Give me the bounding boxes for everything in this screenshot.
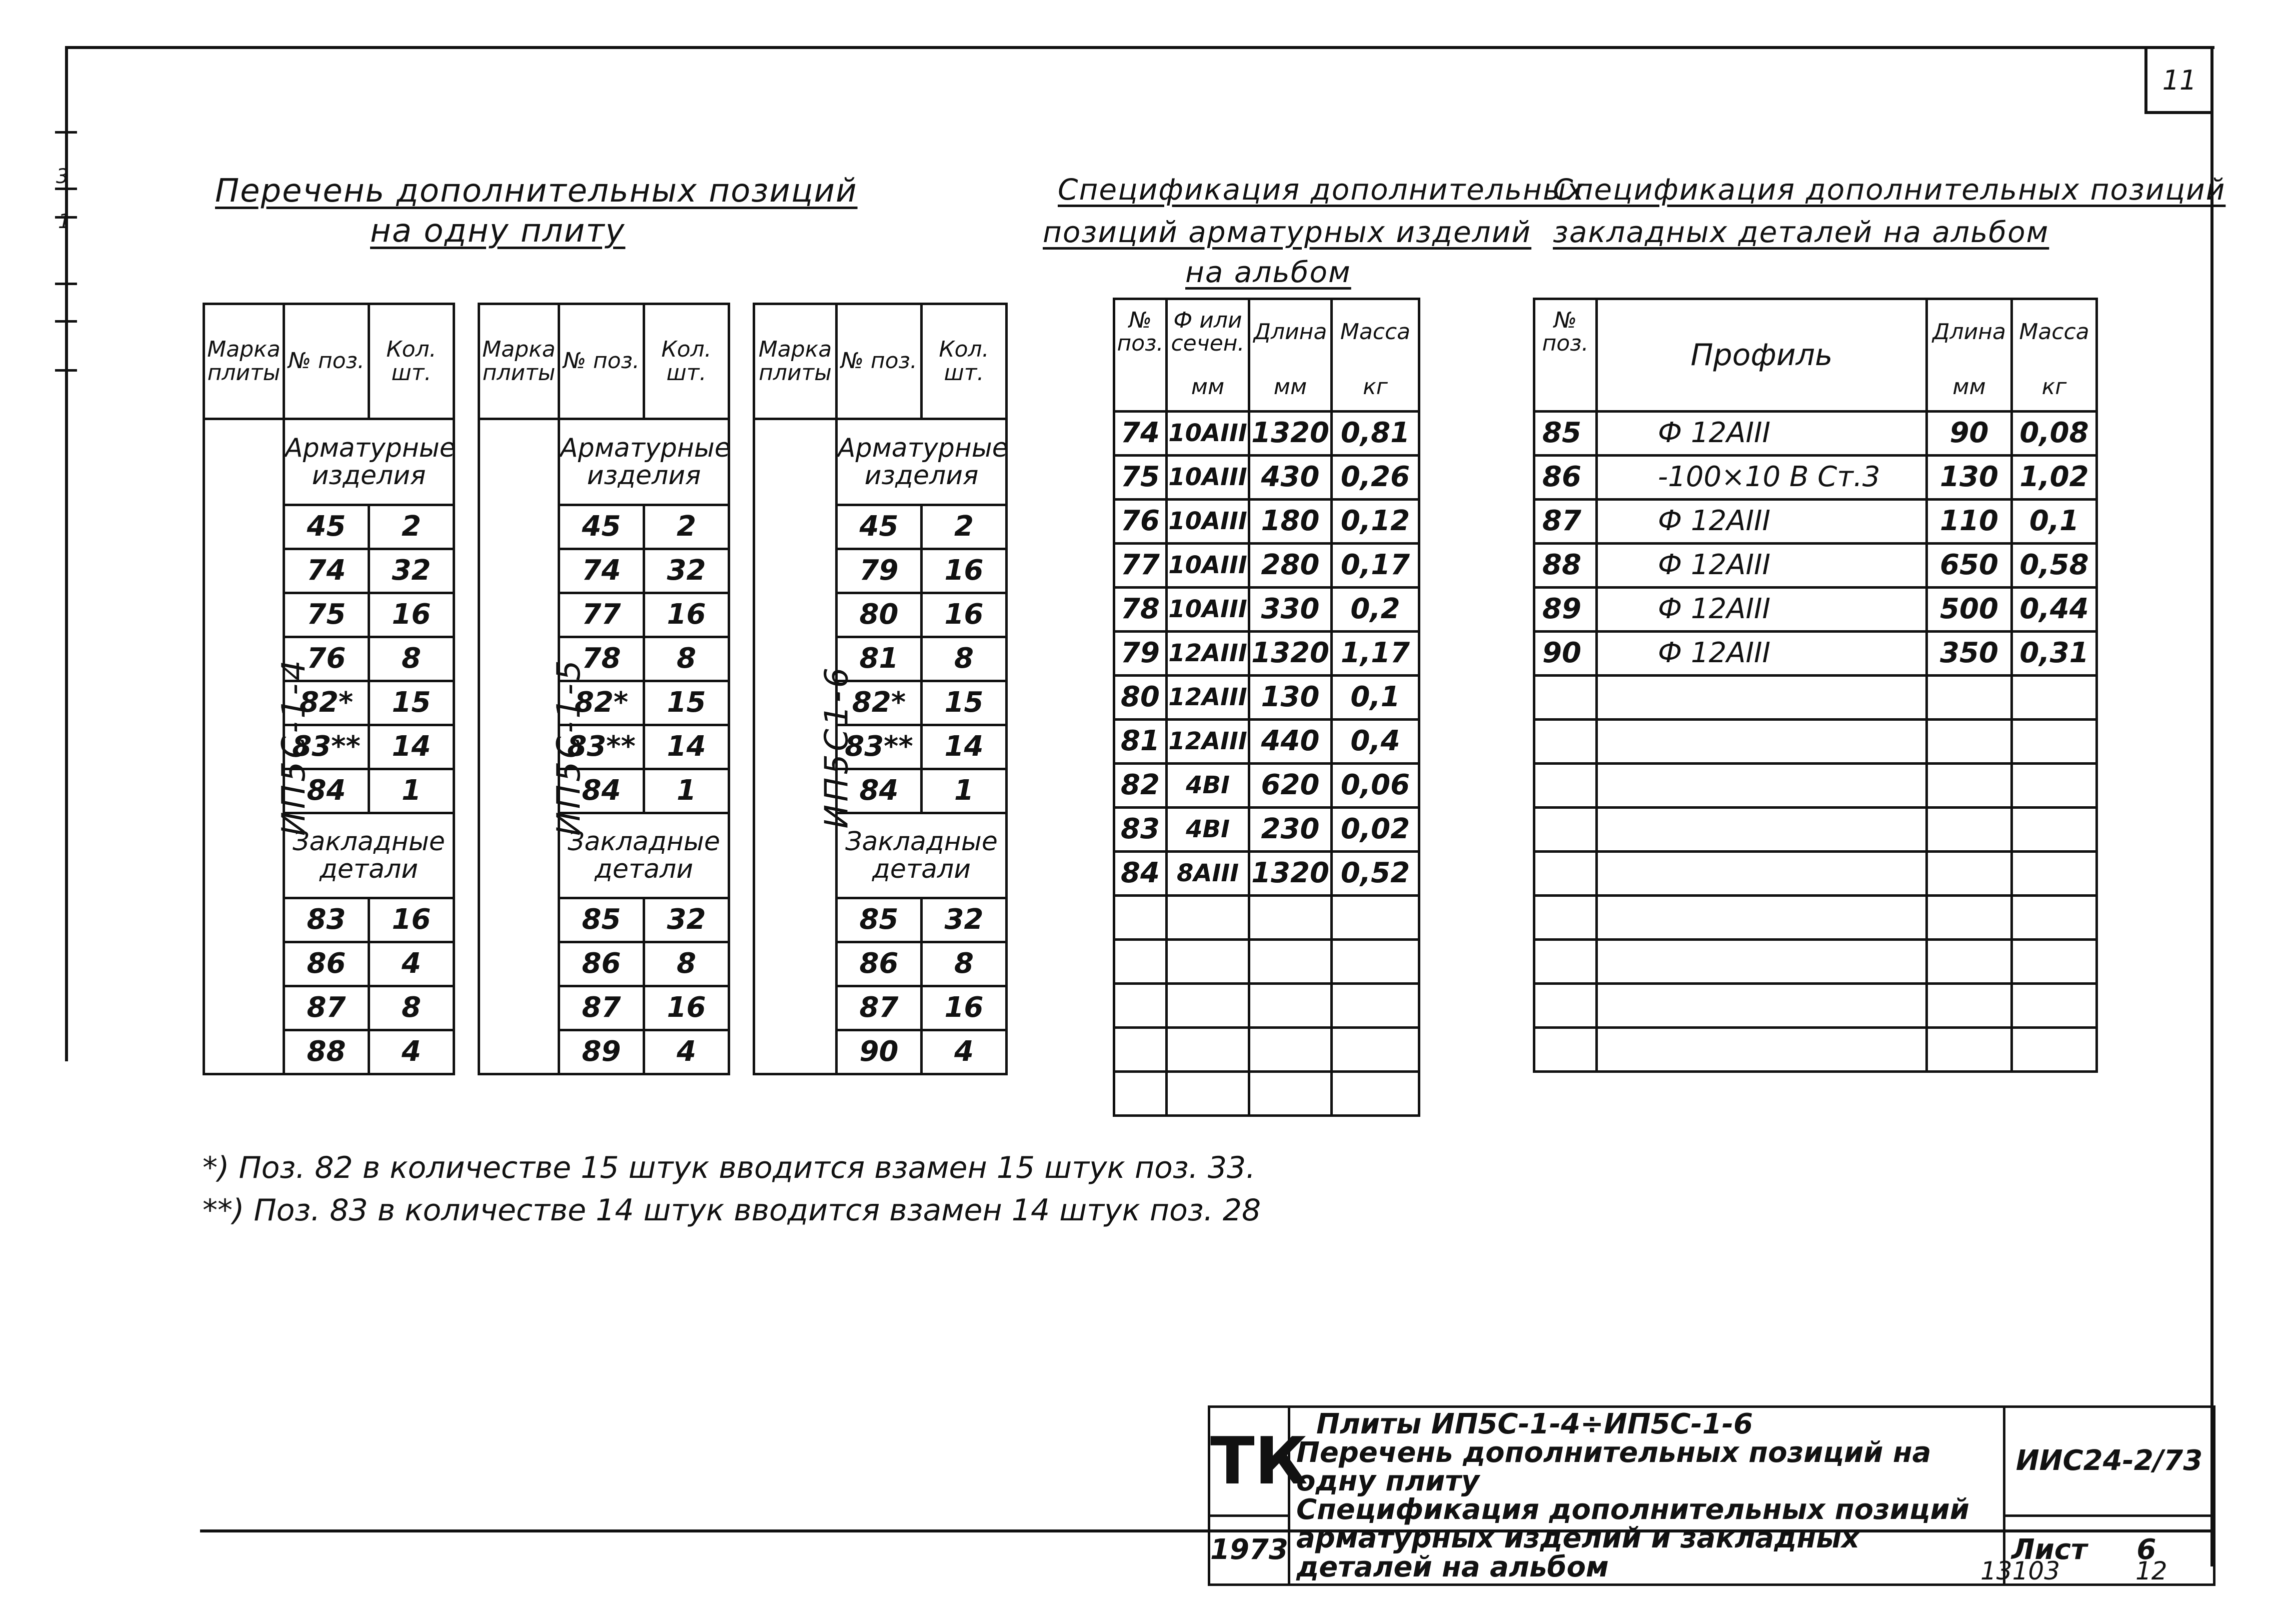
embedded-mass-cell [2012, 720, 2097, 764]
pos-cell: 85 [837, 898, 922, 942]
pos-cell: 82* [284, 681, 369, 725]
embedded-profile-cell [1597, 1028, 1927, 1072]
margin-mark: 3 [56, 165, 69, 188]
armature-pos-cell [1114, 896, 1167, 940]
armature-pos-cell: 78 [1114, 588, 1167, 632]
embedded-pos-cell: 89 [1534, 588, 1597, 632]
embedded-mass-cell: 1,02 [2012, 456, 2097, 500]
qty-cell: 1 [369, 769, 454, 813]
qty-cell: 32 [644, 898, 729, 942]
qty-cell: 14 [644, 725, 729, 769]
armature-pos-cell: 77 [1114, 544, 1167, 588]
header-dia-unit: мм [1167, 364, 1249, 412]
qty-cell: 1 [922, 769, 1007, 813]
table-row [1534, 588, 2097, 632]
sheet-number: 11 [2162, 65, 2197, 96]
qty-cell: 8 [922, 942, 1007, 986]
qty-cell: 32 [369, 549, 454, 593]
plate-mark-cell [754, 419, 856, 1074]
armature-len-cell: 330 [1249, 588, 1332, 632]
pos-cell: 85 [559, 898, 644, 942]
armature-mass-cell: 0,26 [1332, 456, 1419, 500]
armature-dia-cell: 12АIII [1167, 632, 1249, 676]
armature-dia-cell: 12АIII [1167, 676, 1249, 720]
pos-cell: 76 [284, 637, 369, 681]
table-row [1114, 676, 1419, 720]
embedded-profile-cell [1597, 808, 1927, 852]
armature-mass-cell: 0,17 [1332, 544, 1419, 588]
armature-pos-cell: 82 [1114, 764, 1167, 808]
bottom-code-right: 12 [2135, 1556, 2167, 1585]
frame-right-line [2210, 46, 2213, 1566]
table-row [1114, 764, 1419, 808]
embedded-mass-cell [2012, 896, 2097, 940]
qty-cell: 2 [922, 505, 1007, 549]
armature-dia-cell: 10АIII [1167, 544, 1249, 588]
armature-len-cell [1249, 1028, 1332, 1072]
embedded-mass-cell: 0,44 [2012, 588, 2097, 632]
qty-cell: 16 [922, 549, 1007, 593]
left-title-line1: Перечень дополнительных позиций [215, 173, 858, 210]
table-row [1534, 808, 2097, 852]
qty-cell: 4 [644, 1030, 729, 1074]
table-row [1114, 456, 1419, 500]
org-label: ТК [1210, 1423, 1308, 1499]
embedded-profile-cell [1597, 940, 1927, 984]
table-row [1114, 588, 1419, 632]
table-row [1114, 412, 1419, 456]
armature-len-cell: 130 [1249, 676, 1332, 720]
embedded-len-cell [1927, 1028, 2012, 1072]
armature-dia-cell: 10АIII [1167, 456, 1249, 500]
embedded-mass-cell [2012, 940, 2097, 984]
embedded-pos-cell: 90 [1534, 632, 1597, 676]
qty-cell: 4 [369, 1030, 454, 1074]
armature-dia-cell [1167, 1072, 1249, 1116]
armature-mass-cell: 0,06 [1332, 764, 1419, 808]
embedded-mass-cell [2012, 984, 2097, 1028]
embedded-profile-cell: Ф 12АIII [1597, 412, 1927, 456]
pos-cell: 84 [284, 769, 369, 813]
section-embedded: Закладные детали [284, 813, 454, 898]
table-row [1114, 720, 1419, 764]
armature-dia-cell: 10АIII [1167, 412, 1249, 456]
table-row [1114, 852, 1419, 896]
embedded-len-cell: 130 [1927, 456, 2012, 500]
armature-dia-cell: 8АIII [1167, 852, 1249, 896]
armature-dia-cell: 10АIII [1167, 588, 1249, 632]
embedded-len-cell [1927, 676, 2012, 720]
embedded-pos-cell: 87 [1534, 500, 1597, 544]
embedded-profile-cell: -100×10 В Ст.3 [1597, 456, 1927, 500]
embedded-len-cell: 110 [1927, 500, 2012, 544]
armature-mass-cell [1332, 984, 1419, 1028]
embedded-pos-cell: 85 [1534, 412, 1597, 456]
margin-tick [55, 283, 77, 285]
header-pos: № поз. [1534, 299, 1597, 364]
armature-mass-cell: 0,02 [1332, 808, 1419, 852]
margin-tick [55, 320, 77, 323]
pos-cell: 84 [559, 769, 644, 813]
embedded-pos-cell [1534, 984, 1597, 1028]
embedded-len-cell: 650 [1927, 544, 2012, 588]
pos-cell: 86 [284, 942, 369, 986]
armature-pos-cell [1114, 1028, 1167, 1072]
table-row [1114, 984, 1419, 1028]
embedded-profile-cell [1597, 676, 1927, 720]
armature-dia-cell: 10АIII [1167, 500, 1249, 544]
qty-cell: 14 [922, 725, 1007, 769]
section-armature: Арматурные изделия [837, 419, 1007, 505]
table-row [1534, 984, 2097, 1028]
armature-len-cell: 280 [1249, 544, 1332, 588]
qty-cell: 14 [369, 725, 454, 769]
qty-cell: 8 [644, 637, 729, 681]
embedded-len-cell: 350 [1927, 632, 2012, 676]
qty-cell: 15 [369, 681, 454, 725]
qty-cell: 2 [369, 505, 454, 549]
sheet-number-box [2144, 48, 2211, 114]
armature-len-cell [1249, 940, 1332, 984]
embedded-profile-cell [1597, 720, 1927, 764]
armature-mass-cell: 0,2 [1332, 588, 1419, 632]
pos-cell: 83** [284, 725, 369, 769]
header-mass: Масса [2012, 299, 2097, 364]
embedded-mass-cell: 0,58 [2012, 544, 2097, 588]
armature-mass-cell [1332, 1072, 1419, 1116]
armature-len-cell: 230 [1249, 808, 1332, 852]
qty-cell: 2 [644, 505, 729, 549]
armature-len-cell: 1320 [1249, 632, 1332, 676]
embedded-len-cell [1927, 852, 2012, 896]
armature-pos-cell [1114, 940, 1167, 984]
embedded-pos-cell [1534, 808, 1597, 852]
section-embedded: Закладные детали [559, 813, 729, 898]
table-row [1534, 940, 2097, 984]
table-row [1114, 632, 1419, 676]
header-len: Длина [1249, 299, 1332, 364]
pos-cell: 79 [837, 549, 922, 593]
embedded-pos-cell [1534, 720, 1597, 764]
table-row [1114, 500, 1419, 544]
pos-cell: 75 [284, 593, 369, 637]
qty-cell: 15 [922, 681, 1007, 725]
armature-len-cell: 440 [1249, 720, 1332, 764]
armature-pos-cell: 83 [1114, 808, 1167, 852]
armature-mass-cell [1332, 940, 1419, 984]
pos-cell: 90 [837, 1030, 922, 1074]
qty-cell: 4 [922, 1030, 1007, 1074]
embedded-pos-cell [1534, 1028, 1597, 1072]
margin-tick [55, 369, 77, 372]
embedded-len-cell [1927, 984, 2012, 1028]
pos-cell: 84 [837, 769, 922, 813]
header-pos-cont [1534, 364, 1597, 412]
table-row [1534, 676, 2097, 720]
embedded-pos-cell [1534, 676, 1597, 720]
note-2: **) Поз. 83 в количестве 14 штук вводится взамен 14 штук поз. 28 [203, 1193, 1261, 1228]
note-1: *) Поз. 82 в количестве 15 штук вводится взамен 15 штук поз. 33. [203, 1150, 1256, 1185]
qty-cell: 16 [369, 898, 454, 942]
desc-line4: арматурных изделий и закладных деталей на альбом [1296, 1522, 1859, 1583]
plate-mark: ИП5С-1-5 [550, 657, 588, 836]
plate-mark-cell [479, 419, 588, 1074]
armature-dia-cell: 4ВI [1167, 808, 1249, 852]
frame-left-line [65, 46, 68, 1061]
pos-cell: 87 [284, 986, 369, 1030]
pos-cell: 88 [284, 1030, 369, 1074]
embedded-pos-cell: 88 [1534, 544, 1597, 588]
header-len: Длина [1927, 299, 2012, 364]
header-pos: № поз. [559, 304, 644, 419]
table-row [1534, 852, 2097, 896]
qty-cell: 16 [369, 593, 454, 637]
right-title-line2: закладных деталей на альбом [1553, 215, 2049, 249]
pos-cell: 81 [837, 637, 922, 681]
table-row [1534, 500, 2097, 544]
embedded-mass-cell: 0,31 [2012, 632, 2097, 676]
header-pos: № поз. [1114, 299, 1167, 364]
embedded-pos-cell [1534, 852, 1597, 896]
qty-cell: 1 [644, 769, 729, 813]
armature-mass-cell: 0,1 [1332, 676, 1419, 720]
armature-pos-cell [1114, 984, 1167, 1028]
org-cell [1209, 1407, 1308, 1516]
armature-dia-cell [1167, 896, 1249, 940]
header-mass-unit: кг [1332, 364, 1419, 412]
year-cell: 1973 [1209, 1515, 1289, 1584]
embedded-spec-table [1533, 298, 2098, 1073]
pos-cell: 87 [559, 986, 644, 1030]
header-mass: Масса [1332, 299, 1419, 364]
desc-line3: Спецификация дополнительных позиций [1296, 1493, 1969, 1526]
embedded-mass-cell: 0,1 [2012, 500, 2097, 544]
header-len-unit: мм [1249, 364, 1332, 412]
header-mass-unit: кг [2012, 364, 2097, 412]
plate-table-2 [478, 303, 730, 1075]
table-row [1114, 940, 1419, 984]
table-row [1534, 764, 2097, 808]
embedded-profile-cell [1597, 764, 1927, 808]
table-row [1534, 720, 2097, 764]
armature-mass-cell [1332, 896, 1419, 940]
section-armature: Арматурные изделия [284, 419, 454, 505]
qty-cell: 8 [644, 942, 729, 986]
section-embedded: Закладные детали [837, 813, 1007, 898]
table-row [1534, 632, 2097, 676]
table-row [1114, 808, 1419, 852]
embedded-mass-cell [2012, 676, 2097, 720]
left-title-line2: на одну плиту [370, 213, 626, 250]
embedded-len-cell [1927, 940, 2012, 984]
qty-cell: 16 [922, 593, 1007, 637]
pos-cell: 45 [837, 505, 922, 549]
armature-mass-cell: 0,12 [1332, 500, 1419, 544]
embedded-profile-cell: Ф 12АIII [1597, 632, 1927, 676]
embedded-profile-cell: Ф 12АIII [1597, 500, 1927, 544]
embedded-profile-cell: Ф 12АIII [1597, 588, 1927, 632]
code-cell: ИИС24-2/73 [2004, 1407, 2214, 1516]
armature-len-cell: 180 [1249, 500, 1332, 544]
pos-cell: 82* [559, 681, 644, 725]
sheet-label: Лист [2011, 1533, 2087, 1566]
armature-dia-cell [1167, 984, 1249, 1028]
pos-cell: 82* [837, 681, 922, 725]
armature-pos-cell: 75 [1114, 456, 1167, 500]
pos-cell: 45 [559, 505, 644, 549]
plate-table-3 [753, 303, 1008, 1075]
mid-title-line3: на альбом [1185, 255, 1351, 289]
armature-len-cell: 430 [1249, 456, 1332, 500]
armature-mass-cell: 0,4 [1332, 720, 1419, 764]
pos-cell: 83** [559, 725, 644, 769]
pos-cell: 74 [559, 549, 644, 593]
embedded-profile-cell [1597, 852, 1927, 896]
pos-cell: 89 [559, 1030, 644, 1074]
table-row [1534, 544, 2097, 588]
header-qty: Кол. шт. [922, 304, 1007, 419]
header-profile: Профиль [1597, 299, 1927, 412]
pos-cell: 86 [559, 942, 644, 986]
plate-table-1 [203, 303, 455, 1075]
qty-cell: 8 [369, 637, 454, 681]
pos-cell: 83 [284, 898, 369, 942]
title-block [1208, 1405, 2215, 1586]
plate-mark-cell [204, 419, 313, 1074]
embedded-mass-cell [2012, 852, 2097, 896]
embedded-profile-cell [1597, 896, 1927, 940]
embedded-len-cell [1927, 896, 2012, 940]
table-row [1534, 456, 2097, 500]
embedded-pos-cell [1534, 764, 1597, 808]
qty-cell: 16 [922, 986, 1007, 1030]
qty-cell: 8 [922, 637, 1007, 681]
qty-cell: 8 [369, 986, 454, 1030]
embedded-pos-cell: 86 [1534, 456, 1597, 500]
header-pos-cont [1114, 364, 1167, 412]
armature-len-cell: 1320 [1249, 852, 1332, 896]
pos-cell: 74 [284, 549, 369, 593]
armature-pos-cell: 76 [1114, 500, 1167, 544]
armature-len-cell [1249, 1072, 1332, 1116]
armature-dia-cell [1167, 1028, 1249, 1072]
header-len-unit: мм [1927, 364, 2012, 412]
armature-mass-cell: 0,52 [1332, 852, 1419, 896]
armature-spec-table [1113, 298, 1420, 1117]
armature-pos-cell: 74 [1114, 412, 1167, 456]
header-pos: № поз. [837, 304, 922, 419]
pos-cell: 78 [559, 637, 644, 681]
armature-dia-cell: 4ВI [1167, 764, 1249, 808]
embedded-profile-cell [1597, 984, 1927, 1028]
qty-cell: 16 [644, 593, 729, 637]
header-brand: Марка плиты [479, 304, 559, 419]
sheet-no: 6 [2136, 1533, 2156, 1566]
armature-mass-cell: 1,17 [1332, 632, 1419, 676]
armature-pos-cell [1114, 1072, 1167, 1116]
embedded-mass-cell [2012, 764, 2097, 808]
embedded-len-cell: 90 [1927, 412, 2012, 456]
header-dia: Ф или сечен. [1167, 299, 1249, 364]
embedded-len-cell: 500 [1927, 588, 2012, 632]
header-pos: № поз. [284, 304, 369, 419]
header-brand: Марка плиты [204, 304, 284, 419]
embedded-len-cell [1927, 720, 2012, 764]
embedded-len-cell [1927, 764, 2012, 808]
qty-cell: 15 [644, 681, 729, 725]
pos-cell: 77 [559, 593, 644, 637]
armature-dia-cell: 12АIII [1167, 720, 1249, 764]
qty-cell: 16 [644, 986, 729, 1030]
table-row [1534, 1028, 2097, 1072]
desc-line1: Плиты ИП5С-1-4÷ИП5С-1-6 [1316, 1408, 1753, 1440]
table-row [1114, 896, 1419, 940]
mid-title-line1: Спецификация дополнительных [1058, 173, 1585, 207]
description-cell [1289, 1407, 2004, 1585]
armature-mass-cell: 0,81 [1332, 412, 1419, 456]
pos-cell: 86 [837, 942, 922, 986]
table-row [1114, 1028, 1419, 1072]
embedded-pos-cell [1534, 940, 1597, 984]
armature-pos-cell: 79 [1114, 632, 1167, 676]
embedded-pos-cell [1534, 896, 1597, 940]
header-qty: Кол. шт. [369, 304, 454, 419]
plate-mark: ИП5С1-6 [818, 664, 856, 829]
table-row [1114, 1072, 1419, 1116]
frame-top-line [65, 46, 2214, 49]
embedded-profile-cell: Ф 12АIII [1597, 544, 1927, 588]
pos-cell: 45 [284, 505, 369, 549]
pos-cell: 87 [837, 986, 922, 1030]
embedded-mass-cell [2012, 1028, 2097, 1072]
armature-mass-cell [1332, 1028, 1419, 1072]
pos-cell: 83** [837, 725, 922, 769]
armature-len-cell: 620 [1249, 764, 1332, 808]
margin-mark: 1 [58, 210, 71, 233]
mid-title-line2: позиций арматурных изделий [1043, 215, 1532, 249]
armature-dia-cell [1167, 940, 1249, 984]
desc-line2: Перечень дополнительных позиций на одну плиту [1296, 1436, 1931, 1498]
qty-cell: 32 [644, 549, 729, 593]
armature-pos-cell: 84 [1114, 852, 1167, 896]
embedded-mass-cell [2012, 808, 2097, 852]
qty-cell: 4 [369, 942, 454, 986]
embedded-len-cell [1927, 808, 2012, 852]
armature-len-cell [1249, 896, 1332, 940]
pos-cell: 80 [837, 593, 922, 637]
armature-pos-cell: 80 [1114, 676, 1167, 720]
table-row [1114, 544, 1419, 588]
right-title-line1: Спецификация дополнительных позиций [1553, 173, 2226, 207]
plate-mark: ИП5С-1-4 [275, 657, 313, 836]
header-qty: Кол. шт. [644, 304, 729, 419]
section-armature: Арматурные изделия [559, 419, 729, 505]
armature-len-cell [1249, 984, 1332, 1028]
header-brand: Марка плиты [754, 304, 837, 419]
embedded-mass-cell: 0,08 [2012, 412, 2097, 456]
armature-pos-cell: 81 [1114, 720, 1167, 764]
bottom-code-left: 13103 [1980, 1556, 2060, 1585]
armature-len-cell: 1320 [1249, 412, 1332, 456]
table-row [1534, 412, 2097, 456]
table-row [1534, 896, 2097, 940]
qty-cell: 32 [922, 898, 1007, 942]
margin-tick [55, 131, 77, 134]
